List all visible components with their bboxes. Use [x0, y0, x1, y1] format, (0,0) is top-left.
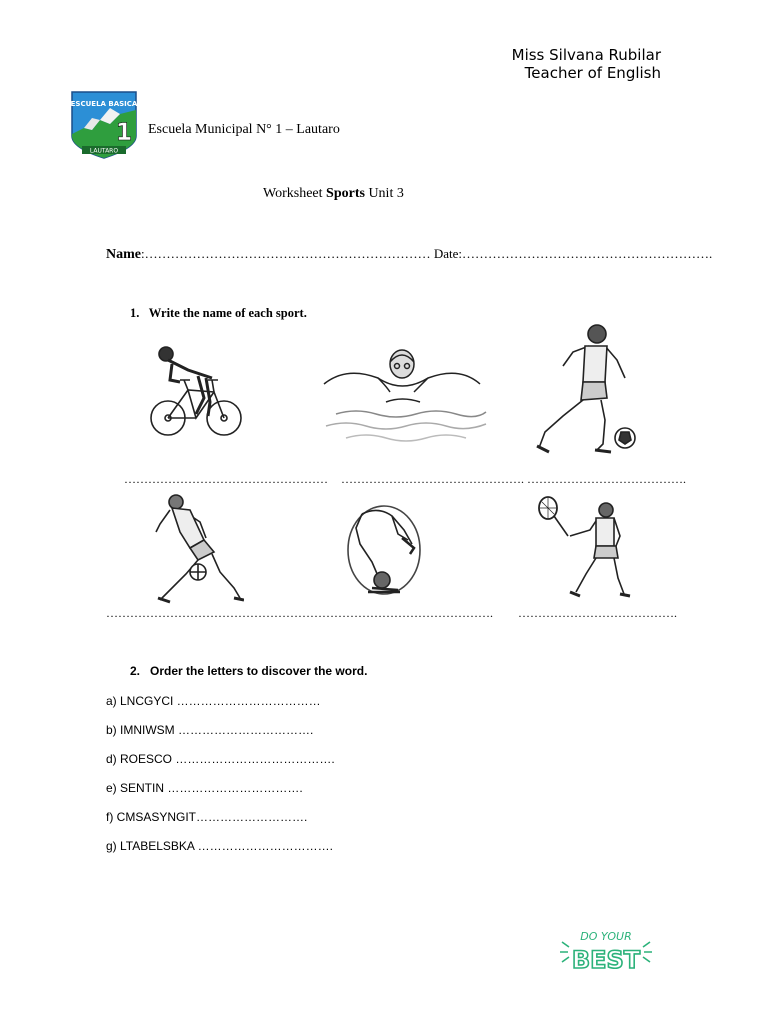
cyclist-image: [148, 340, 246, 438]
soccer-player-image: [533, 320, 641, 454]
question-2-text: Order the letters to discover the word.: [150, 664, 368, 678]
question-2-title: [130, 664, 367, 678]
name-date-dots: :………………………………………………………… Date:………………………………………………….: [141, 246, 713, 261]
worksheet-title: [263, 186, 404, 202]
title-bold: Sports: [326, 186, 365, 201]
scramble-item-b: b) IMNIWSM …………………………….: [106, 723, 314, 737]
badge-line-1: DO YOUR: [580, 930, 632, 943]
school-name: Escuela Municipal N° 1 – Lautaro: [148, 122, 340, 137]
school-crest-logo: [70, 90, 138, 160]
teacher-role: Teacher of English: [524, 64, 661, 82]
scramble-item-f: f) CMSASYNGIT……………………….: [106, 810, 308, 824]
crest-number: 1: [115, 118, 133, 146]
swimmer-image: [316, 342, 492, 454]
do-your-best-badge: [554, 922, 658, 978]
answer-2-dots: ……………………………………….: [341, 472, 524, 486]
title-prefix: Worksheet: [263, 186, 323, 201]
question-1-text: Write the name of each sport.: [148, 306, 307, 320]
tennis-player-image: [536, 496, 632, 600]
name-date-field: [106, 246, 712, 263]
crest-text-top: ESCUELA BASICA: [70, 100, 138, 108]
question-2-number: 2.: [130, 664, 141, 678]
crest-text-bottom: LAUTARO: [89, 147, 119, 155]
answer-5-dots: ……………………………………….: [310, 606, 493, 620]
answer-3-dots: ………………………………….: [527, 472, 686, 486]
title-suffix: Unit 3: [368, 186, 404, 201]
answer-6-dots: ………………………………….: [518, 606, 677, 620]
teacher-name: Miss Silvana Rubilar: [511, 46, 661, 64]
badge-line-2: BEST: [571, 946, 641, 974]
scramble-item-e: e) SENTIN …………………………….: [106, 781, 303, 795]
basketball-player-image: [150, 492, 244, 604]
question-1-title: [130, 306, 307, 321]
question-1-number: 1.: [130, 306, 140, 320]
scramble-item-a: a) LNCGYCI ………………………………: [106, 694, 321, 708]
answer-1-dots: ……………………………………………: [124, 472, 328, 486]
scramble-item-g: g) LTABELSBKA …………………………….: [106, 839, 333, 853]
answer-4-dots: ……………………………………………: [106, 606, 310, 620]
teacher-header: [512, 46, 661, 82]
scramble-item-d: d) ROESCO ………………………………….: [106, 752, 335, 766]
name-label: Name: [106, 247, 141, 262]
gymnast-image: [342, 500, 426, 600]
